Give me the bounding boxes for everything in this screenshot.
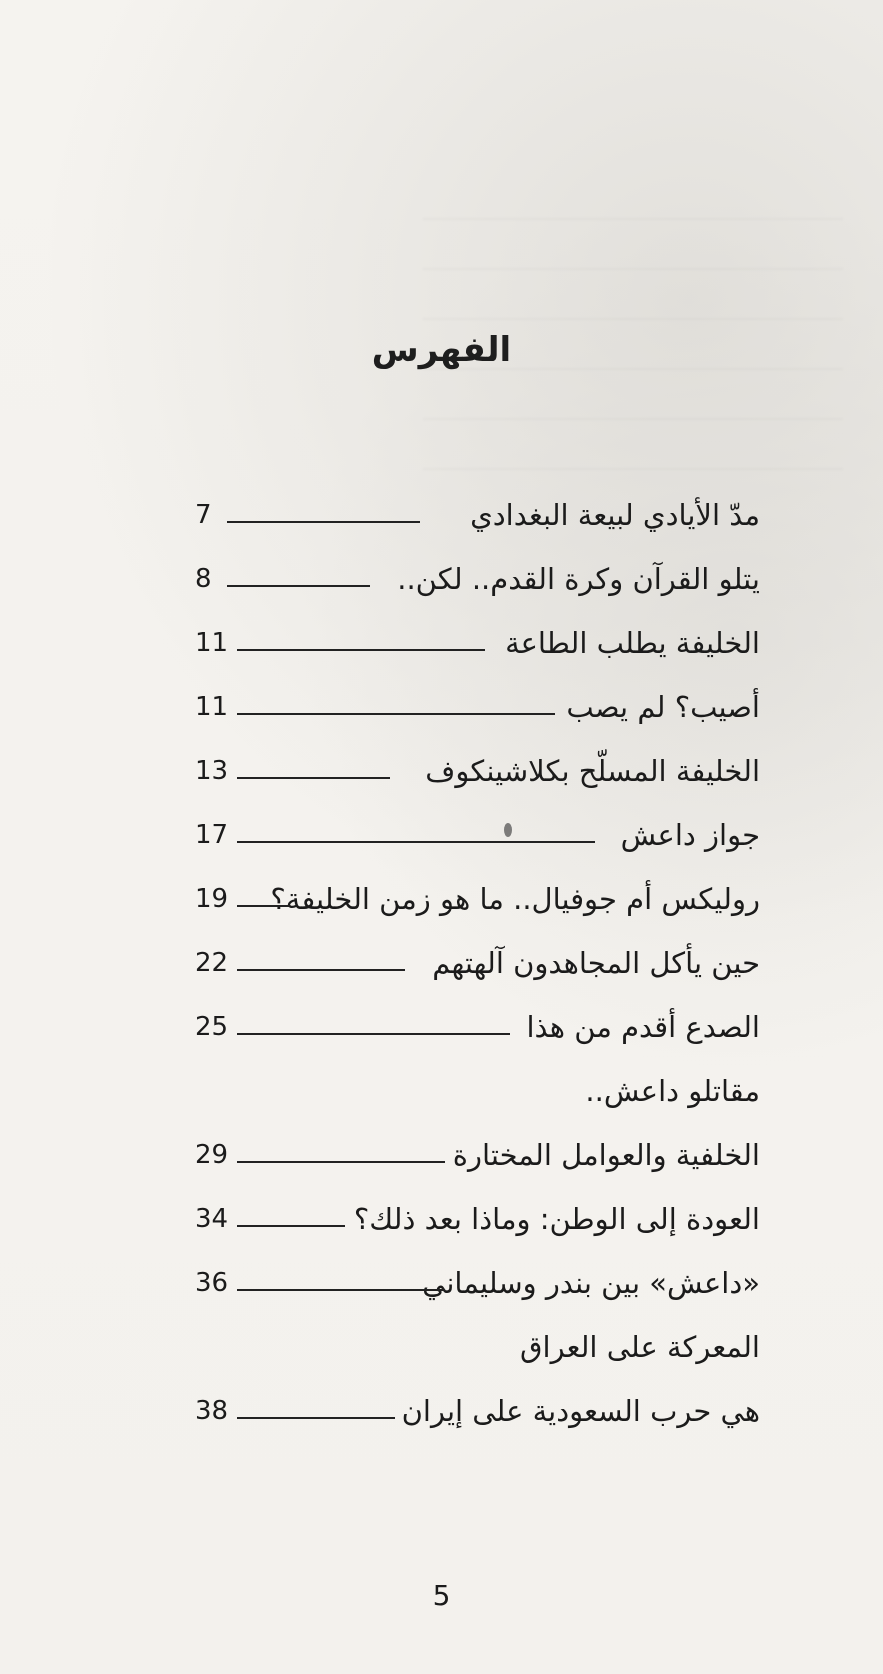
toc-entry: [195, 752, 760, 816]
table-of-contents: [195, 496, 760, 1456]
toc-entry: [195, 624, 760, 688]
toc-entry: [195, 1264, 760, 1328]
toc-leader-line: [237, 1289, 445, 1291]
toc-entry: [195, 560, 760, 624]
toc-page-number: 36: [195, 1268, 229, 1298]
toc-leader-line: [237, 1033, 510, 1035]
toc-leader-line: [237, 1225, 345, 1227]
toc-leader-line: [227, 521, 420, 523]
toc-page-number: 11: [195, 628, 229, 658]
toc-entry: [195, 688, 760, 752]
toc-entry-title: أصيب؟ لم يصب: [566, 690, 760, 724]
toc-entry-title: الخليفة المسلّح بكلاشينكوف: [425, 754, 760, 788]
toc-leader-line: [237, 841, 595, 843]
toc-entry: [195, 496, 760, 560]
toc-page-number: 25: [195, 1012, 229, 1042]
toc-entry: [195, 1200, 760, 1264]
toc-leader-line: [237, 969, 405, 971]
toc-section-heading: [195, 1328, 760, 1392]
toc-page-number: 19: [195, 884, 229, 914]
toc-leader-line: [237, 905, 290, 907]
toc-section-heading: [195, 1072, 760, 1136]
toc-page-number: 17: [195, 820, 229, 850]
toc-leader-line: [227, 585, 370, 587]
toc-leader-line: [237, 1161, 445, 1163]
toc-entry-title: المعركة على العراق: [520, 1330, 760, 1364]
toc-entry-title: العودة إلى الوطن: وماذا بعد ذلك؟: [353, 1202, 760, 1236]
toc-entry-title: حين يأكل المجاهدون آلهتهم: [432, 946, 760, 980]
toc-leader-line: [237, 649, 485, 651]
toc-entry: [195, 880, 760, 944]
toc-page-number: 38: [195, 1396, 229, 1426]
toc-entry: [195, 1008, 760, 1072]
toc-leader-line: [237, 713, 555, 715]
toc-entry-title: هي حرب السعودية على إيران: [401, 1394, 760, 1428]
toc-entry-title: الصدع أقدم من هذا: [526, 1010, 760, 1044]
toc-leader-line: [237, 777, 390, 779]
toc-page-number: 34: [195, 1204, 229, 1234]
toc-page-number: 22: [195, 948, 229, 978]
toc-entry: [195, 1392, 760, 1456]
toc-entry: [195, 816, 760, 880]
toc-entry-title: الخلفية والعوامل المختارة: [452, 1138, 760, 1172]
toc-entry-title: الخليفة يطلب الطاعة: [505, 626, 760, 660]
toc-page-number: 29: [195, 1140, 229, 1170]
toc-entry-title: جواز داعش: [620, 818, 760, 852]
toc-page-number: 11: [195, 692, 229, 722]
paper-speck: [504, 823, 512, 837]
page-title: الفهرس: [371, 330, 512, 370]
toc-entry-title: روليكس أم جوفيال.. ما هو زمن الخليفة؟: [270, 882, 760, 916]
toc-page-number: 8: [195, 564, 212, 594]
toc-entry: [195, 1136, 760, 1200]
toc-leader-line: [237, 1417, 395, 1419]
toc-entry-title: «داعش» بين بندر وسليماني: [422, 1266, 760, 1300]
toc-entry-title: مدّ الأيادي لبيعة البغدادي: [470, 498, 760, 532]
toc-page-number: 13: [195, 756, 229, 786]
page-number-footer: 5: [432, 1579, 451, 1612]
toc-entry-title: يتلو القرآن وكرة القدم.. لكن..: [397, 562, 760, 596]
toc-page-number: 7: [195, 500, 212, 530]
toc-entry-title: مقاتلو داعش..: [585, 1074, 760, 1108]
toc-entry: [195, 944, 760, 1008]
